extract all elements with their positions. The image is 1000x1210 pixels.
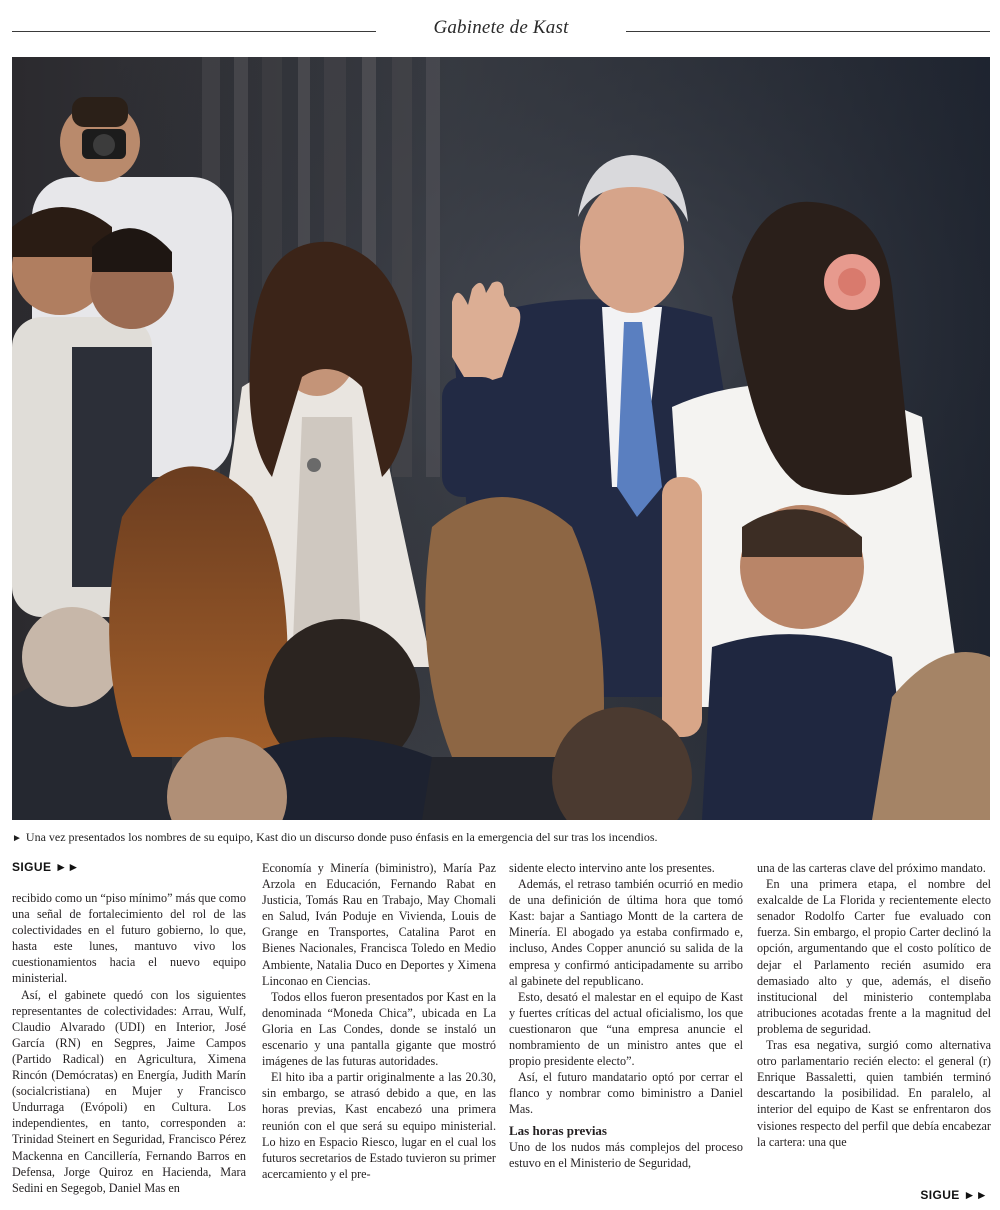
col2-paragraph-3: El hito iba a partir originalmente a las 20.30, sin embargo, se atrasó debido a que, en las horas previas, Kast encabezó una primera reunión con el que será su equipo ministerial. Lo hizo en Espacio Riesco, lugar en el cual los futuros secretarios de Estado tuvieron su primer acercamiento y el pre-: [262, 1070, 496, 1181]
col4-paragraph-1: una de las carteras clave del próximo mandato.: [757, 861, 986, 875]
sigue-continues-top: [12, 860, 80, 874]
caption-marker-icon: ►: [12, 833, 22, 844]
sigue-label: SIGUE: [12, 860, 52, 874]
col3-paragraph-5: Uno de los nudos más complejos del proceso estuvo en el Ministerio de Seguridad,: [509, 1139, 743, 1170]
col4-paragraph-2: En una primera etapa, el nombre del exalcalde de La Florida y recientemente electo senador Rodolfo Carter fue evaluado con fuerza. Sin embargo, el propio Carter declinó la opción, argumentando que el costo político de dejar el Parlamento recién asumido era demasiado alto y que, además, el diseño institucional del ministerio contemplaba atribuciones acotadas frente a la magnitud del problema de seguridad.: [757, 877, 991, 1036]
photo-caption: [12, 830, 990, 846]
col1-paragraph-2: Así, el gabinete quedó con los siguientes representantes de colectividades: Arrau, Wulf, Claudio Alvarado (UDI) en Interior, José García (RN) en Segpres, Jaime Campos (Partido Radical) en Agricultura, Ximena Rincón (Demócratas) en Energía, Judith Marín (socialcristiana) en Mujer y Francisco Undurraga (Evópoli) en Cultura. Los independientes, en tanto, corresponden a: Trinidad Steinert en Seguridad, Francisco Pérez Mackenna en Cancillería, Fernando Barros en Defensa, Jorge Quiroz en Hacienda, Mara Sedini en Segegob, Daniel Mas en: [12, 987, 246, 1195]
sigue-continues-bottom: [920, 1188, 988, 1202]
sigue-arrows-icon: ►►: [963, 1188, 988, 1202]
article-column-1: [12, 890, 246, 1196]
article-column-3: [509, 860, 743, 1171]
news-photo: [12, 57, 990, 820]
sigue-label: SIGUE: [920, 1188, 960, 1202]
col3-paragraph-3: Esto, desató el malestar en el equipo de Kast y fuertes críticas del actual oficialismo, los que cuestionaron que “una empresa anuncie el nombramiento de un ministro antes que el propio presidente electo”.: [509, 989, 743, 1069]
article-column-2: [262, 860, 496, 1182]
section-header: [12, 16, 990, 46]
col1-paragraph-1: recibido como un “piso mínimo” más que como una señal de fortalecimiento del rol de las colectividades en el futuro gobierno, lo que, hasta este lunes, mantuvo vivo los cuestionamientos hacia el nuevo equipo ministerial.: [12, 891, 246, 986]
subheading-horas-previas: Las horas previas: [509, 1122, 607, 1138]
sigue-arrows-icon: ►►: [55, 860, 80, 874]
header-rule-right: [626, 31, 990, 32]
article-column-4: [757, 860, 991, 1150]
col2-paragraph-1: Economía y Minería (biministro), María Paz Arzola en Educación, Fernando Rabat en Justicia, Tomás Rau en Trabajo, May Chomali en Salud, Iván Poduje en Vivienda, Louis de Grange en Transportes, Catalina Parot en Bienes Nacionales, Francisca Toledo en Medio Ambiente, Natalia Duco en Deportes y Ximena Linconao en Ciencias.: [262, 861, 496, 988]
section-title: Gabinete de Kast: [433, 17, 569, 38]
col3-paragraph-4: Así, el futuro mandatario optó por cerrar el flanco y nombrar como biministro a Daniel Mas.: [509, 1070, 743, 1117]
col3-paragraph-2: Además, el retraso también ocurrió en medio de una definición de última hora que tomó Kast: bajar a Santiago Montt de la cartera de Minería. El abogado ya estaba confirmado e, incluso, Andes Copper anunció su salida de la empresa y confirmó anticipadamente su arribo al gabinete del republicano.: [509, 877, 743, 988]
caption-text: Una vez presentados los nombres de su equipo, Kast dio un discurso donde puso énfasis en la emergencia del sur tras los incendios.: [25, 830, 658, 844]
col3-paragraph-1: sidente electo intervino ante los presentes.: [509, 861, 715, 875]
col2-paragraph-2: Todos ellos fueron presentados por Kast en la denominada “Moneda Chica”, ubicada en La Gloria en Las Condes, donde se instaló un escenario y una pantalla gigante que mostró imágenes de las futuras autoridades.: [262, 989, 496, 1069]
col4-paragraph-3: Tras esa negativa, surgió como alternativa otro parlamentario recién electo: el general (r) Enrique Bassaletti, quien también terminó descartando la posibilidad. En paralelo, al interior del equipo de Kast se enfrentaron dos visiones respecto del perfil que debía encabezar la cartera: una que: [757, 1038, 991, 1149]
